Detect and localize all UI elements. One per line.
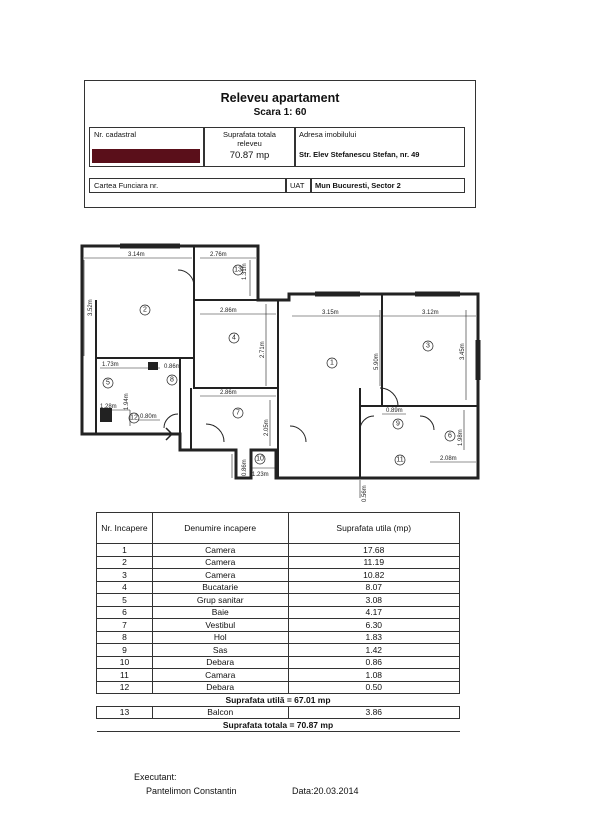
door-arc (360, 416, 374, 430)
dim-label: 1.31m (242, 263, 248, 280)
dim-label: 5.90m (374, 353, 380, 370)
dim-label: 0.89m (386, 408, 403, 414)
door-arc (164, 414, 178, 428)
grand-total-row (97, 719, 460, 732)
col-name-header: Denumire incapere (152, 513, 288, 544)
room-name: Debara (152, 681, 288, 694)
balcony-name: Balcon (152, 706, 288, 719)
room-nr: 1 (97, 544, 153, 557)
room-area: 0.50 (288, 681, 459, 694)
svg-text:3: 3 (426, 342, 430, 350)
total-area-cell (203, 127, 296, 167)
uat-value: Mun Bucuresti, Sector 2 (315, 181, 401, 190)
door-arc (420, 416, 434, 430)
table-row (97, 644, 460, 657)
door-arc (178, 270, 194, 286)
svg-text:2: 2 (143, 306, 147, 314)
total-area-value: 70.87 mp (229, 150, 270, 161)
svg-text:4: 4 (232, 334, 236, 342)
room-nr: 9 (97, 644, 153, 657)
header-box (84, 80, 476, 208)
room-name: Camera (152, 556, 288, 569)
svg-text:6: 6 (448, 432, 452, 440)
address-value: Str. Elev Stefanescu Stefan, nr. 49 (299, 150, 420, 159)
col-nr-header: Nr. Incapere (97, 513, 153, 544)
svg-text:10: 10 (256, 455, 264, 463)
room-marker-5 (103, 378, 113, 388)
address-cell (294, 127, 465, 167)
dim-label: 2.05m (264, 419, 270, 436)
room-marker-6 (445, 431, 455, 441)
table-row (97, 681, 460, 694)
executant-label: Executant: (134, 772, 177, 782)
table-row (97, 656, 460, 669)
uat-label-cell (285, 178, 312, 193)
room-name: Baie (152, 606, 288, 619)
table-row (97, 544, 460, 557)
room-nr: 8 (97, 631, 153, 644)
room-marker-7 (233, 408, 243, 418)
dim-label: 0.86m (164, 364, 181, 370)
dim-label: 2.08m (440, 456, 457, 462)
room-name: Hol (152, 631, 288, 644)
svg-text:1: 1 (330, 359, 334, 367)
room-area: 10.82 (288, 569, 459, 582)
svg-text:12: 12 (130, 414, 138, 422)
dim-label: 0.80m (140, 414, 157, 420)
dim-label: 3.12m (422, 310, 439, 316)
svg-text:8: 8 (170, 376, 174, 384)
dim-label: 0.86m (242, 459, 248, 476)
dim-label: 3.14m (128, 252, 145, 258)
date-label: Data:20.03.2014 (292, 786, 359, 796)
room-nr: 5 (97, 594, 153, 607)
document-title: Releveu apartament (220, 91, 340, 105)
table-row (97, 556, 460, 569)
floor-plan (60, 240, 520, 510)
col-area-header: Suprafata utila (mp) (288, 513, 459, 544)
svg-text:9: 9 (396, 420, 400, 428)
land-book-cell (89, 178, 287, 193)
door-arc (290, 426, 306, 442)
room-name: Sas (152, 644, 288, 657)
dim-label: 3.45m (460, 343, 466, 360)
table-row (97, 594, 460, 607)
address-label: Adresa imobilului (299, 130, 357, 139)
cadastral-label: Nr. cadastral (94, 130, 137, 139)
svg-text:5: 5 (106, 379, 110, 387)
dim-label: 1.23m (252, 472, 269, 478)
room-name: Vestibul (152, 619, 288, 632)
room-nr: 12 (97, 681, 153, 694)
floor-plan-drawing (60, 240, 520, 510)
room-name: Grup sanitar (152, 594, 288, 607)
room-name: Debara (152, 656, 288, 669)
table-row (97, 606, 460, 619)
dim-label: 1.98m (458, 429, 464, 446)
scale-label: Scara 1: 60 (253, 107, 307, 118)
door-arc (206, 424, 224, 442)
uat-value-cell (310, 178, 465, 193)
table-row (97, 581, 460, 594)
dim-label: 1.94m (124, 393, 130, 410)
room-area: 8.07 (288, 581, 459, 594)
room-area: 1.83 (288, 631, 459, 644)
room-area: 17.68 (288, 544, 459, 557)
room-marker-3 (423, 341, 433, 351)
fixture (148, 362, 158, 370)
balcony-area: 3.86 (288, 706, 459, 719)
fixture (100, 408, 112, 422)
dim-label: 0.56m (362, 485, 368, 502)
room-name: Bucatarie (152, 581, 288, 594)
dim-label: 1.73m (102, 362, 119, 368)
balcony-row (97, 706, 460, 719)
room-area: 11.19 (288, 556, 459, 569)
dim-label: 2.71m (260, 341, 266, 358)
dim-label: 2.76m (210, 252, 227, 258)
room-marker-8 (167, 375, 177, 385)
balcony-nr: 13 (97, 706, 153, 719)
room-marker-2 (140, 305, 150, 315)
room-nr: 4 (97, 581, 153, 594)
room-name: Camera (152, 569, 288, 582)
svg-text:11: 11 (396, 456, 404, 464)
room-area: 0.86 (288, 656, 459, 669)
room-area: 1.08 (288, 669, 459, 682)
executant-name: Pantelimon Constantin (146, 786, 237, 796)
table-row (97, 631, 460, 644)
room-marker-11 (395, 455, 405, 465)
room-marker-1 (327, 358, 337, 368)
cadastral-redacted (92, 149, 200, 163)
room-nr: 11 (97, 669, 153, 682)
room-area: 6.30 (288, 619, 459, 632)
table-header (97, 513, 460, 544)
svg-text:7: 7 (236, 409, 240, 417)
table-row (97, 669, 460, 682)
room-marker-4 (229, 333, 239, 343)
room-area: 3.08 (288, 594, 459, 607)
dim-label: 1.28m (100, 404, 117, 410)
rooms-table (96, 512, 460, 732)
svg-text:13: 13 (234, 266, 242, 274)
uat-label: UAT (290, 181, 305, 190)
cadastral-cell (89, 127, 205, 167)
room-nr: 2 (97, 556, 153, 569)
room-marker-12 (129, 413, 139, 423)
room-area: 1.42 (288, 644, 459, 657)
room-nr: 7 (97, 619, 153, 632)
table-row (97, 569, 460, 582)
room-nr: 3 (97, 569, 153, 582)
room-name: Camera (152, 544, 288, 557)
room-marker-10 (255, 454, 265, 464)
grand-total: Suprafata totala = 70.87 mp (97, 719, 460, 732)
land-book-label: Cartea Funciara nr. (94, 181, 159, 190)
outer-wall (82, 246, 478, 478)
entry-arrow (158, 428, 172, 440)
total-area-label: Suprafata totala releveu (223, 130, 276, 148)
table-row (97, 619, 460, 632)
dim-label: 2.86m (220, 308, 237, 314)
room-marker-9 (393, 419, 403, 429)
useful-total-row (97, 694, 460, 707)
dim-label: 3.52m (88, 299, 94, 316)
useful-total: Suprafata utilă = 67.01 mp (97, 694, 460, 707)
room-area: 4.17 (288, 606, 459, 619)
room-name: Camara (152, 669, 288, 682)
room-nr: 10 (97, 656, 153, 669)
dim-label: 3.15m (322, 310, 339, 316)
dim-label: 2.86m (220, 390, 237, 396)
room-nr: 6 (97, 606, 153, 619)
